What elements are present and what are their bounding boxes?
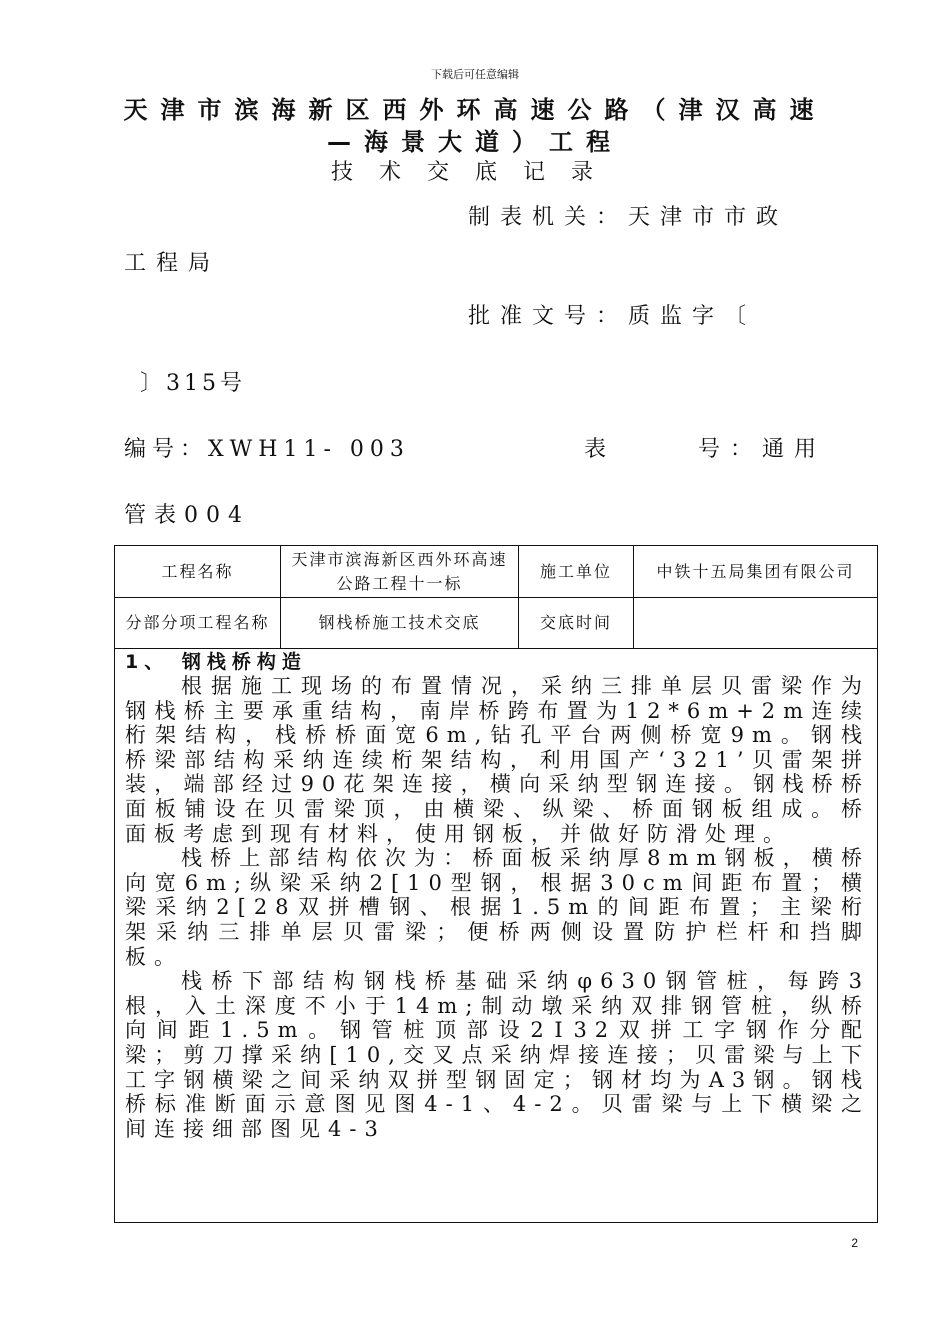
issuer-continued: 工程局	[124, 251, 221, 276]
project-name-label: 工程名称	[115, 546, 281, 598]
document-subtitle: 技术交底记录	[330, 160, 619, 185]
subproject-value: 钢栈桥施工技术交底	[281, 598, 519, 649]
contractor-value: 中铁十五局集团有限公司	[634, 546, 878, 598]
issuer-label: 制表机关：天津市市政	[468, 205, 789, 230]
section-heading: 1、 钢栈桥构造	[125, 651, 307, 673]
subproject-label: 分部分项工程名称	[115, 598, 281, 649]
paragraph-substructure: 栈桥下部结构钢栈桥基础采纳φ630钢管桩，每跨3根，入土深度不小于14m;制动墩采纳双排钢管桩，纵桥向间距1.5m。钢管桩顶部设2Ⅰ32双拼工字钢作分配梁；剪刀撑采纳[10,交叉点采纳焊接连接；贝雷梁与上下工字钢横梁之间采纳双拼型钢固定；钢材均为A3钢。钢栈桥标准断面示意图见图4-1、4-2。贝雷梁与上下横梁之间连接细部图见4-3	[125, 969, 870, 1141]
project-info-table	[114, 545, 878, 649]
paragraph-structure: 根据施工现场的布置情况，采纳三排单层贝雷梁作为钢栈桥主要承重结构，南岸桥跨布置为12*6m+2m连续桁架结构，栈桥桥面宽6m,钻孔平台两侧桥宽9m。钢栈桥梁部结构采纳连续桁架结构，利用国产‘321’贝雷架拼装，端部经过90花架连接，横向采纳型钢连接。钢栈桥桥面板铺设在贝雷梁顶，由横梁、纵梁、桥面钢板组成。桥面板考虑到现有材料，使用钢板，并做好防滑处理。	[125, 674, 870, 846]
approval-continued: 〕315号	[140, 371, 246, 396]
date-value	[634, 598, 878, 649]
contractor-label: 施工单位	[519, 546, 634, 598]
paragraph-superstructure: 栈桥上部结构依次为：桥面板采纳厚8mm钢板，横桥向宽6m;纵梁采纳2[10型钢，根据30cm间距布置；横梁采纳2[28双拼槽钢、根据1.5m的间距布置；主梁桁架采纳三排单层贝雷梁；便桥两侧设置防护栏杆和挡脚板。	[125, 846, 870, 969]
document-title-line2: —海景大道）工程	[327, 128, 623, 156]
header-note: 下载后可任意编辑	[431, 68, 519, 81]
form-value: 号：通用	[698, 437, 827, 462]
form-continued: 管表004	[124, 503, 250, 528]
date-label: 交底时间	[519, 598, 634, 649]
code-label: 编号：XWH11- 003	[124, 437, 410, 462]
page-number: 2	[851, 1236, 858, 1250]
form-label: 表	[584, 437, 617, 462]
approval-label: 批准文号：质监字〔	[468, 304, 757, 329]
project-name-value: 天津市滨海新区西外环高速公路工程十一标	[281, 546, 519, 598]
technical-content-box	[114, 648, 878, 1223]
document-title-line1: 天津市滨海新区西外环高速公路（津汉高速	[123, 96, 827, 124]
